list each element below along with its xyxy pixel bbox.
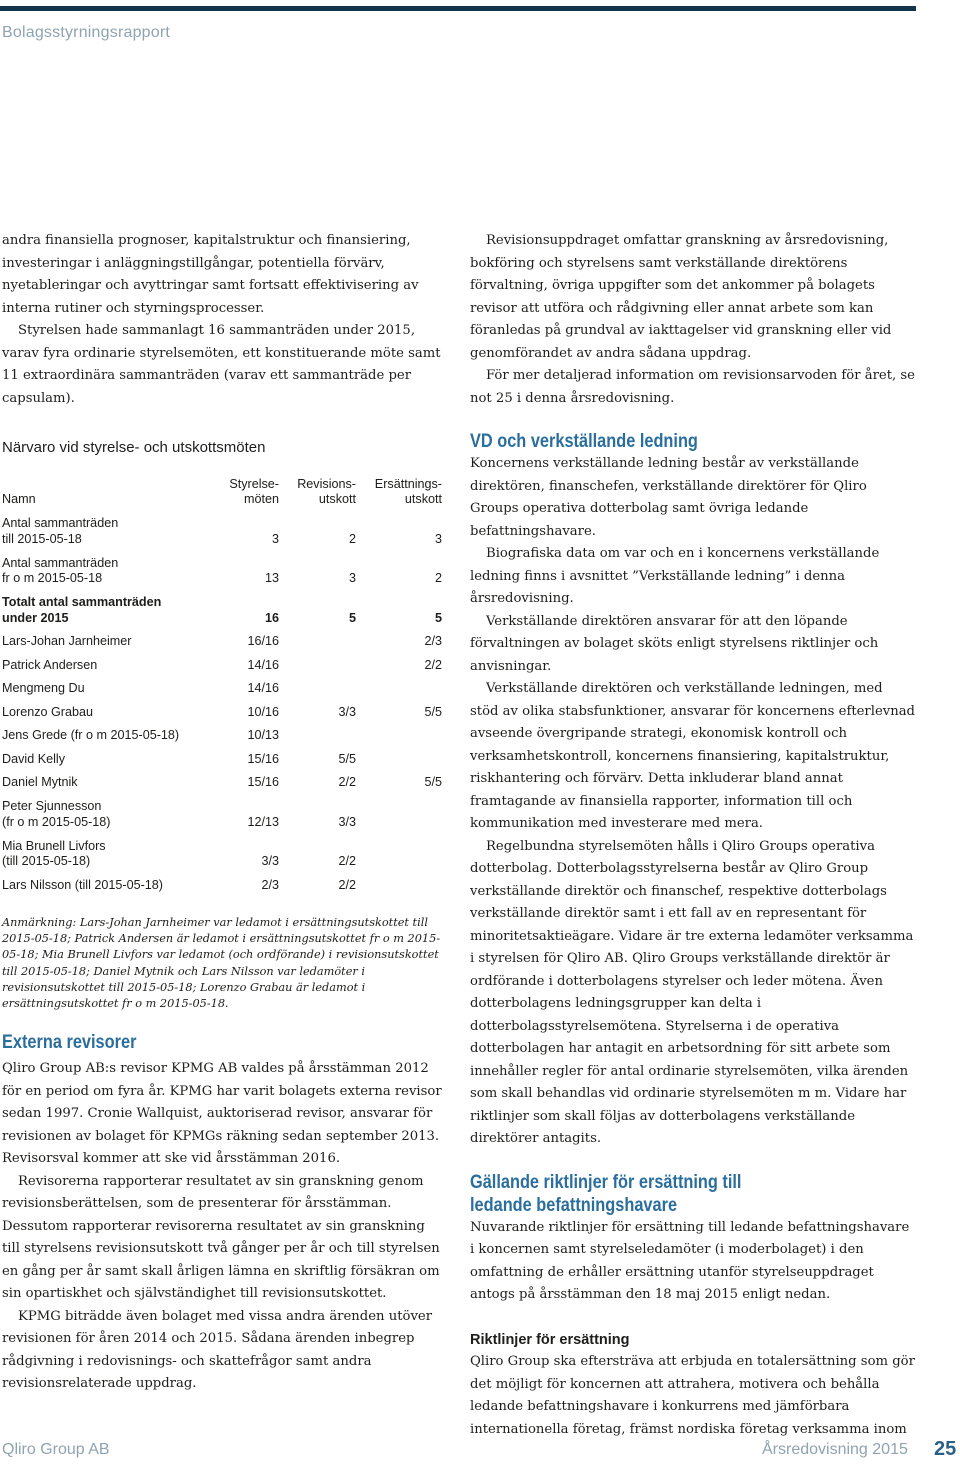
table-row: Lorenzo Grabau 10/16 3/3 5/5 bbox=[2, 704, 442, 719]
table-row: Antal sammanträden fr o m 2015-05-18 13 3 2 bbox=[2, 555, 442, 585]
table-row: Lars-Johan Jarnheimer 16/16 2/3 bbox=[2, 634, 442, 648]
guidelines-heading: Gällande riktlinjer för ersättning till ledande befattningshavare bbox=[470, 1171, 742, 1216]
external-auditors-heading: Externa revisorer bbox=[2, 1032, 137, 1054]
table-row: Patrick Andersen 14/16 2/2 bbox=[2, 657, 442, 672]
left-column bbox=[2, 230, 444, 1396]
auditors-paragraph: Qliro Group AB:s revisor KPMG AB valdes på årsstämman 2012 för en period om fyra år. KPMG har varit bolagets externa revisor sedan 1997. Cronie Wallquist, auktoriserad revisor, ansvarar för revisionen av bolaget för KPMGs räkning sedan september 2013. Revisorsval kommer att ske vid årsstämman 2016. bbox=[2, 1061, 442, 1167]
footer-company: Qliro Group AB bbox=[2, 1441, 110, 1458]
compensation-paragraph: Qliro Group ska eftersträva att erbjuda en totalersättning som gör det möjligt för koncernen att attrahera, motivera och behålla ledande befattningshavare i konkurrens med jämförbara internationella företag, främst nordiska företag verksamma inom bbox=[470, 1354, 915, 1437]
auditors-paragraph: KPMG biträdde även bolaget med vissa andra ärenden utöver revisionen för åren 2014 och 2015. Sådana ärenden inbegrep rådgivning i redovisnings- och skattefrågor samt andra revisionsrelaterade uppdrag. bbox=[2, 1308, 433, 1392]
column-header-audit: Revisions- utskott bbox=[297, 476, 356, 506]
guidelines-paragraph: Nuvarande riktlinjer för ersättning till ledande befattningshavare i koncernen samt styrelseledamöter (i moderbolaget) i den omfattning de erhåller ersättning utanför styrelseuppdraget antogs på årsstämman den 18 maj 2015 enligt nedan. bbox=[470, 1219, 910, 1302]
column-header-board: Styrelse- möten bbox=[229, 476, 279, 506]
footer-report-title: Årsredovisning 2015 bbox=[762, 1441, 908, 1458]
table-note: Anmärkning: Lars-Johan Jarnheimer var ledamot i ersättningsutskottet till 2015-05-18; Patrick Andersen är ledamot i ersättningsutskottet fr o m 2015-05-18; Mia Brunell Livfors var ledamot (och ordförande) i revisionsutskottet till 2015-05-18; Daniel Mytnik och Lars Nilsson var ledamöter i revisionsutskottet till 2015-05-18; Lorenzo Grabau är ledamot i ersättningsutskottet fr o m 2015-05-18. bbox=[2, 916, 441, 1011]
attendance-table bbox=[2, 470, 442, 894]
auditors-paragraph: Revisorerna rapporterar resultatet av sin granskning genom revisionsberättelsen, som de presenterar för årsstämman. Dessutom rapporterar revisorerna resultatet av sin granskning till styrelsens revisionsutskott två gånger per år och till styrelsen en gång per år samt skall årligen lämna en skriftlig försäkran om sin opartiskhet och självständighet till revisionsutskottet. bbox=[2, 1173, 440, 1302]
table-row: Lars Nilsson (till 2015-05-18) 2/3 2/2 bbox=[2, 877, 356, 892]
attendance-table-title: Närvaro vid styrelse- och utskottsmöten bbox=[2, 439, 266, 456]
column-header-remuneration: Ersättnings- utskott bbox=[374, 476, 442, 506]
audit-scope-paragraph: Revisionsuppdraget omfattar granskning av årsredovisning, bokföring och styrelsens samt verkställande direktörens förvaltning, övriga uppgifter som det ankommer på bolagets revisor att utföra och rådgivning eller annat arbete som kan föranledas på grundval av iakttagelser vid granskning eller vid genomförandet av andra sådana uppdrag. bbox=[470, 233, 892, 361]
table-row: Jens Grede (fr o m 2015-05-18) 10/13 bbox=[2, 728, 279, 742]
compensation-heading: Riktlinjer för ersättning bbox=[470, 1331, 630, 1348]
running-header: Bolagsstyrningsrapport bbox=[2, 24, 171, 41]
table-row: David Kelly 15/16 5/5 bbox=[2, 751, 356, 766]
table-row: Peter Sjunnesson (fr o m 2015-05-18) 12/13 3/3 bbox=[2, 799, 356, 829]
table-row: Mengmeng Du 14/16 bbox=[2, 681, 279, 695]
management-paragraph: Regelbundna styrelsemöten hålls i Qliro Groups operativa dotterbolag. Dotterbolagsstyrelserna består av Qliro Group verkställande direktör och finanschef, respektive dotterbolags verkställande direktör samt i ett fall av en representant för minoritetsaktieägare. Vidare är tre externa ledamöter verksamma i styrelsen för Qliro AB. Qliro Groups verkställande direktör är ordförande i dotterbolagens styrelser och leder mötena. Även dotterbolagens ledningsgrupper kan delta i dotterbolagsstyrelsemötena. Styrelserna i de operativa dotterbolagen har antagit en arbetsordning för sitt arbete som innehåller regler för antal ordinarie styrelsemöten, vilka ärenden som skall behandlas vid ordinarie styrelsemöten m m. Vidare har riktlinjer som skall följas av dotterbolagens verkställande direktörer antagits. bbox=[470, 838, 914, 1146]
management-paragraph: Verkställande direktören och verkställande ledningen, med stöd av olika stabsfunktioner, ansvarar för koncernens efterlevnad avseende övergripande strategi, ekonomisk kontroll och verksamhetskontroll, koncernens finansiering, kapitalstruktur, riskhantering och förvärv. Detta inkluderar bland annat framtagande av finansiella rapporter, information till och kommunikation med investerare med mera. bbox=[470, 681, 915, 831]
management-paragraph: Biografiska data om var och en i koncernens verkställande ledning finns i avsnittet ”Verkställande ledning” i denna årsredovisning. bbox=[470, 546, 880, 606]
meetings-paragraph: Styrelsen hade sammanlagt 16 sammanträden under 2015, varav fyra ordinarie styrelsemöten, ett konstituerande möte samt 11 extraordinära sammanträden (varav ett sammanträde per capsulam). bbox=[2, 323, 441, 406]
table-header-row bbox=[2, 470, 442, 508]
management-paragraph: Koncernens verkställande ledning består av verkställande direktören, finanschefen, verkställande direktörer för Qliro Groups operativa dotterbolag samt övriga ledande befattningshavare. bbox=[470, 456, 867, 539]
table-row: Antal sammanträden till 2015-05-18 3 2 3 bbox=[2, 516, 442, 546]
page-number: 25 bbox=[934, 1438, 957, 1460]
audit-fees-paragraph: För mer detaljerad information om revisionsarvoden för året, se not 25 i denna årsredovisning. bbox=[470, 368, 915, 406]
management-paragraph: Verkställande direktören ansvarar för att den löpande förvaltningen av bolaget sköts enligt styrelsens riktlinjer och anvisningar. bbox=[470, 613, 879, 674]
management-heading: VD och verkställande ledning bbox=[470, 431, 698, 452]
table-row: Mia Brunell Livfors (till 2015-05-18) 3/3 2/2 bbox=[2, 838, 356, 868]
intro-paragraph: andra finansiella prognoser, kapitalstruktur och finansiering, investeringar i anläggningstillgångar, potentiella förvärv, nyetableringar och avyttringar samt fortsatt effektivisering av interna rutiner och styrningsprocesser. bbox=[2, 233, 419, 316]
column-header-name: Namn bbox=[2, 492, 36, 506]
right-column bbox=[470, 230, 915, 1441]
table-row: Daniel Mytnik 15/16 2/2 5/5 bbox=[2, 775, 442, 789]
top-rule bbox=[0, 6, 916, 11]
table-row-total: Totalt antal sammanträden under 2015 16 5 5 bbox=[2, 595, 442, 625]
